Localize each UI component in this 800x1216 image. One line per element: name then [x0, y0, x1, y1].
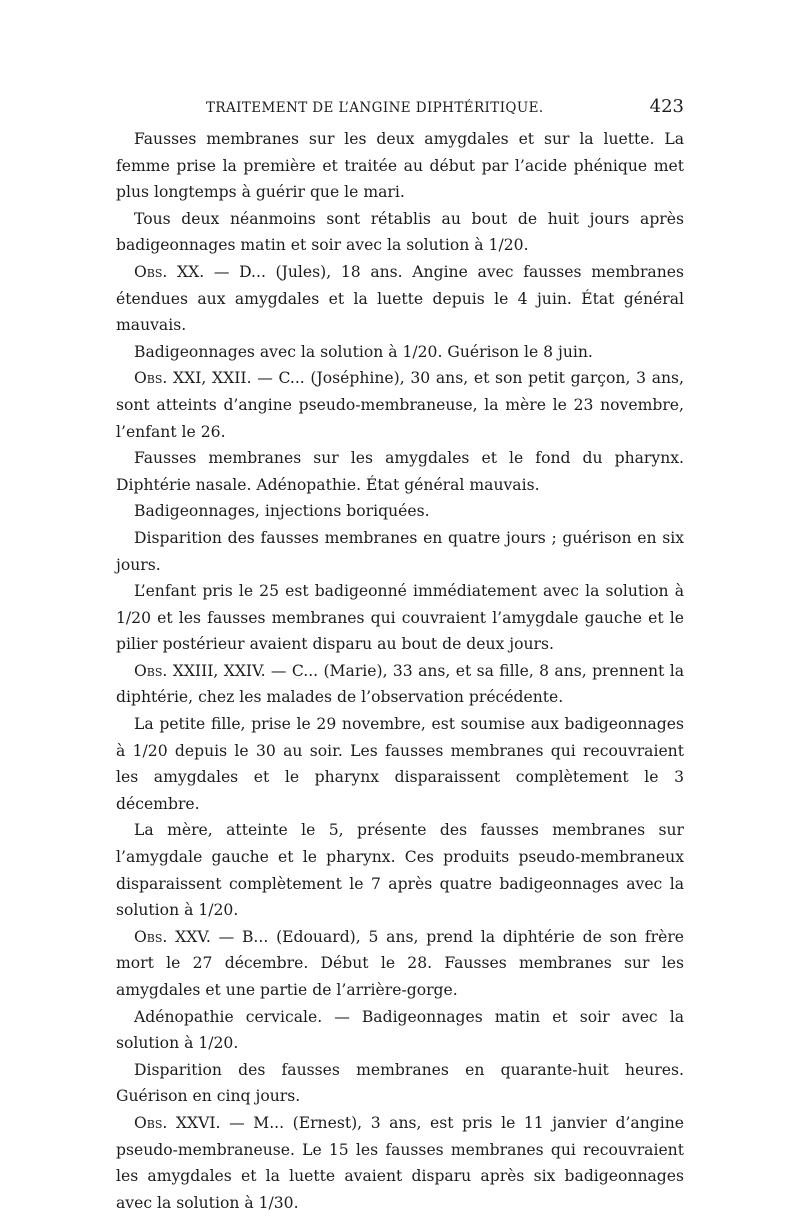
observation-label: Obs. [134, 1113, 168, 1132]
paragraph [116, 206, 684, 259]
body-text [116, 126, 684, 1216]
paragraph-text: Disparition des fausses membranes en quatre jours ; guérison en six jours. [116, 528, 684, 574]
paragraph-text: XX. — D... (Jules), 18 ans. Angine avec fausses membranes étendues aux amygdales et la luette depuis le 4 juin. État général mauvais. [116, 262, 684, 335]
paragraph [116, 711, 684, 817]
paragraph [116, 658, 684, 711]
paragraph-text: Fausses membranes sur les amygdales et le fond du pharynx. Diphtérie nasale. Adénopathie. État général mauvais. [116, 449, 684, 494]
paragraph [116, 445, 684, 498]
paragraph [116, 1110, 684, 1216]
book-page [116, 96, 684, 1216]
paragraph [116, 578, 684, 658]
paragraph [116, 525, 684, 578]
paragraph [116, 924, 684, 1004]
paragraph-text: Tous deux néanmoins sont rétablis au bout de huit jours après badigeonnages matin et soir avec la solution à 1/20. [116, 209, 684, 255]
observation-label: Obs. [134, 661, 168, 680]
paragraph-text: Badigeonnages avec la solution à 1/20. Guérison le 8 juin. [134, 342, 593, 361]
paragraph-text: XXI, XXII. — C... (Joséphine), 30 ans, et son petit garçon, 3 ans, sont atteints d’angine pseudo-membraneuse, la mère le 23 novembre, l’enfant le 26. [116, 369, 684, 441]
paragraph-text: L’enfant pris le 25 est badigeonné immédiatement avec la solution à 1/20 et les fausses membranes qui couvraient l’amygdale gauche et le pilier postérieur avaient disparu au bout de deux jours. [116, 582, 684, 654]
paragraph-text: Fausses membranes sur les deux amygdales et sur la luette. La femme prise la première et traitée au début par l’acide phénique met plus longtemps à guérir que le mari. [116, 130, 684, 202]
paragraph [116, 498, 684, 525]
paragraph [116, 817, 684, 923]
paragraph [116, 259, 684, 339]
paragraph [116, 1057, 684, 1110]
observation-label: Obs. [134, 262, 168, 281]
paragraph [116, 1004, 684, 1057]
running-head [116, 96, 684, 126]
paragraph-text: XXVI. — M... (Ernest), 3 ans, est pris le 11 janvier d’angine pseudo-membraneuse. Le 15 les fausses membranes qui recouvraient les amygdales et la luette avaient disparu après six badigeonnages avec la solution à 1/30. [116, 1113, 684, 1212]
running-title: TRAITEMENT DE L’ANGINE DIPHTÉRITIQUE. [206, 100, 544, 116]
paragraph-text: XXV. — B... (Edouard), 5 ans, prend la diphtérie de son frère mort le 27 décembre. Début le 28. Fausses membranes sur les amygdales et une partie de l’arrière-gorge. [116, 927, 684, 999]
paragraph [116, 339, 684, 366]
paragraph-text: Adénopathie cervicale. — Badigeonnages matin et soir avec la solution à 1/20. [116, 1007, 684, 1053]
paragraph [116, 365, 684, 445]
page-number: 423 [649, 96, 684, 117]
observation-label: Obs. [134, 927, 168, 946]
paragraph [116, 126, 684, 206]
paragraph-text: La petite fille, prise le 29 novembre, est soumise aux badigeonnages à 1/20 depuis le 30 au soir. Les fausses membranes qui recouvraient les amygdales et le pharynx disparaissent complètement le 3 décembre. [116, 715, 684, 813]
paragraph-text: La mère, atteinte le 5, présente des fausses membranes sur l’amygdale gauche et le pharynx. Ces produits pseudo-membraneux disparaissent complètement le 7 après quatre badigeonnages avec la solution à 1/20. [116, 821, 684, 920]
paragraph-text: Badigeonnages, injections boriquées. [134, 502, 430, 521]
paragraph-text: XXIII, XXIV. — C... (Marie), 33 ans, et sa fille, 8 ans, prennent la diphtérie, chez les malades de l’observation précédente. [116, 661, 684, 707]
paragraph-text: Disparition des fausses membranes en quarante-huit heures. Guérison en cinq jours. [116, 1060, 684, 1106]
observation-label: Obs. [134, 369, 168, 388]
